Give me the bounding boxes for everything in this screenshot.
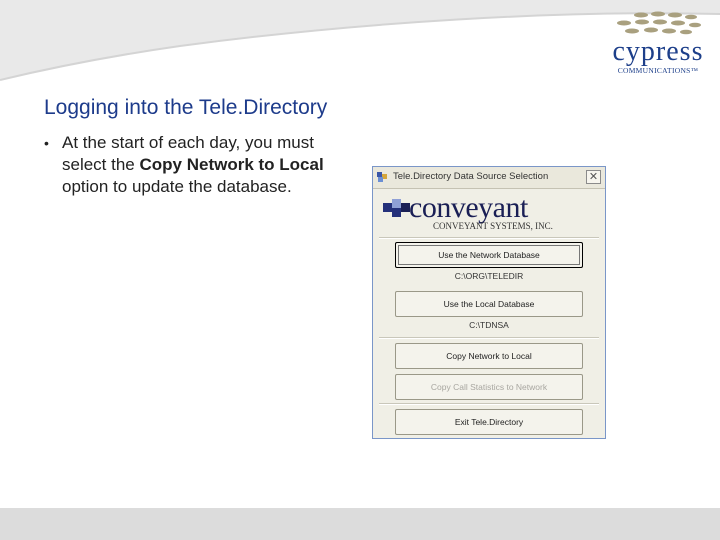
- conveyant-wordmark: conveyant: [409, 191, 528, 224]
- logo-wordmark: cypress: [612, 36, 704, 67]
- close-button[interactable]: [586, 170, 601, 184]
- dialog-title: Tele.Directory Data Source Selection: [393, 171, 549, 182]
- bullet-list: [44, 132, 344, 198]
- copy-network-to-local-button[interactable]: Copy Network to Local: [395, 343, 583, 369]
- logo-square-icon: [392, 208, 401, 217]
- use-local-database-button[interactable]: Use the Local Database: [395, 291, 583, 317]
- conveyant-subtitle: CONVEYANT SYSTEMS, INC.: [433, 221, 553, 231]
- app-icon: [376, 171, 388, 183]
- conveyant-logo: [383, 191, 583, 237]
- data-source-dialog: [372, 166, 606, 439]
- logo-square-icon: [392, 199, 401, 208]
- slide-title: Logging into the Tele.Directory: [44, 96, 328, 119]
- bullet-dot: •: [44, 135, 49, 151]
- footer-band: [0, 508, 720, 540]
- company-logo: [596, 10, 708, 74]
- separator: [379, 337, 599, 339]
- local-path-label: C:\TDNSA: [469, 320, 509, 330]
- logo-square-icon: [383, 203, 392, 212]
- dialog-titlebar[interactable]: [373, 167, 605, 189]
- exit-button[interactable]: Exit Tele.Directory: [395, 409, 583, 435]
- network-path-label: C:\ORG\TELEDIR: [454, 271, 524, 281]
- bullet-text-bold: Copy Network to Local: [139, 155, 324, 174]
- copy-call-statistics-button[interactable]: Copy Call Statistics to Network: [395, 374, 583, 400]
- bullet-text-suffix: option to update the database.: [62, 177, 292, 196]
- logo-subtitle: COMMUNICATIONS™: [617, 66, 699, 75]
- separator: [379, 403, 599, 405]
- bullet-item: [62, 132, 344, 198]
- use-network-database-button[interactable]: Use the Network Database: [395, 242, 583, 268]
- separator: [379, 237, 599, 239]
- close-icon: ✕: [588, 171, 599, 183]
- bullet-text-prefix: At the start of each day, you must select the: [62, 133, 314, 174]
